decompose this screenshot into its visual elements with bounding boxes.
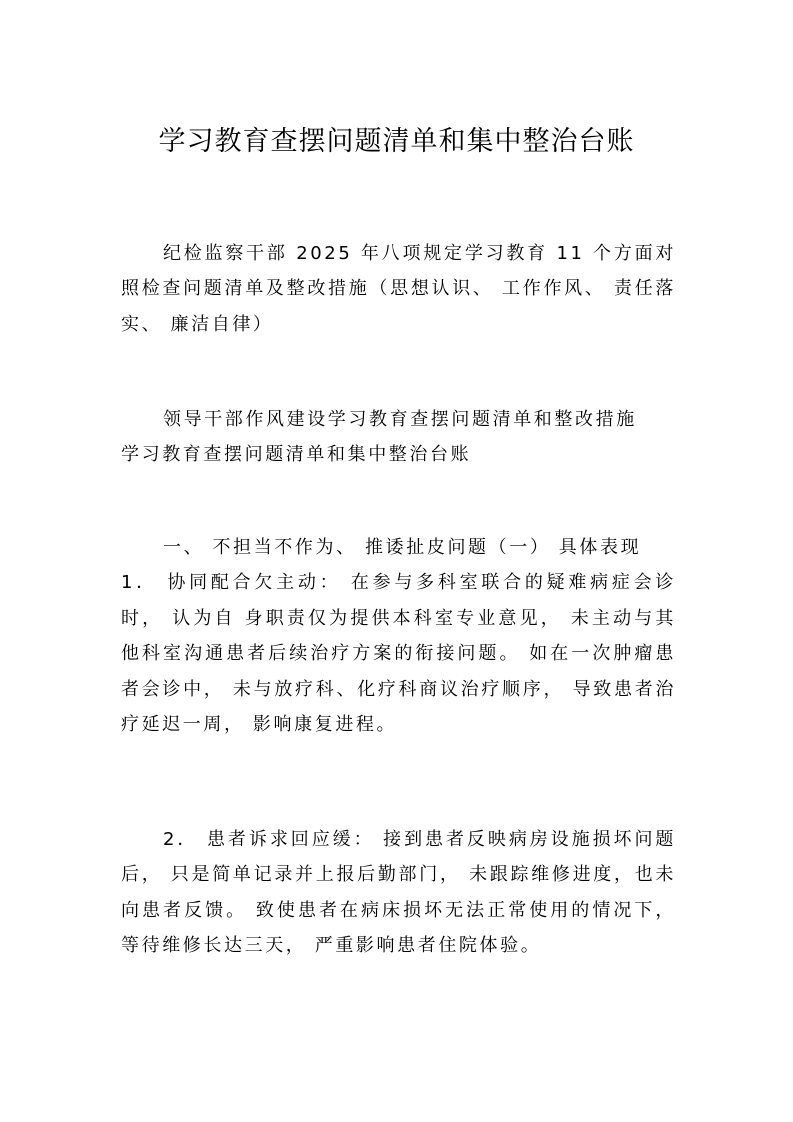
section-one [121, 530, 676, 742]
item-one-text: 1． 协同配合欠主动： 在参与多科室联合的疑难病症会诊时， 认为自 身职责仅为提供本科室专业意见， 未主动与其他科室沟通患者后续治疗方案的衔接问题。 如在一次肿瘤患者会诊中， 未与放疗科、化疗科商议治疗顺序， 导致患者治疗延迟一周， 影响康复进程。 [121, 572, 676, 736]
item-two-text: 2． 患者诉求回应缓： 接到患者反映病房设施损坏问题后， 只是简单记录并上报后勤部门， 未跟踪维修进度，也未向患者反馈。 致使患者在病床损坏无法正常使用的情况下， 等待维修长达三天， 严重影响患者住院体验。 [121, 829, 676, 957]
lead-line-1: 领导干部作风建设学习教育查摆问题清单和整改措施 [163, 409, 637, 430]
section-one-heading: 一、 不担当不作为、 推诿扯皮问题（一） 具体表现 [163, 537, 642, 558]
lead-paragraph [121, 402, 676, 473]
intro-paragraph [121, 236, 676, 342]
document-title: 学习教育查摆问题清单和集中整治台账 [158, 126, 635, 157]
lead-line-2: 学习教育查摆问题清单和集中整治台账 [121, 444, 472, 466]
item-two [121, 822, 676, 964]
intro-text: 纪检监察干部 2025 年八项规定学习教育 11 个方面对照检查问题清单及整改措施（思想认识、 工作作风、 责任落实、 廉洁自律） [121, 243, 676, 335]
